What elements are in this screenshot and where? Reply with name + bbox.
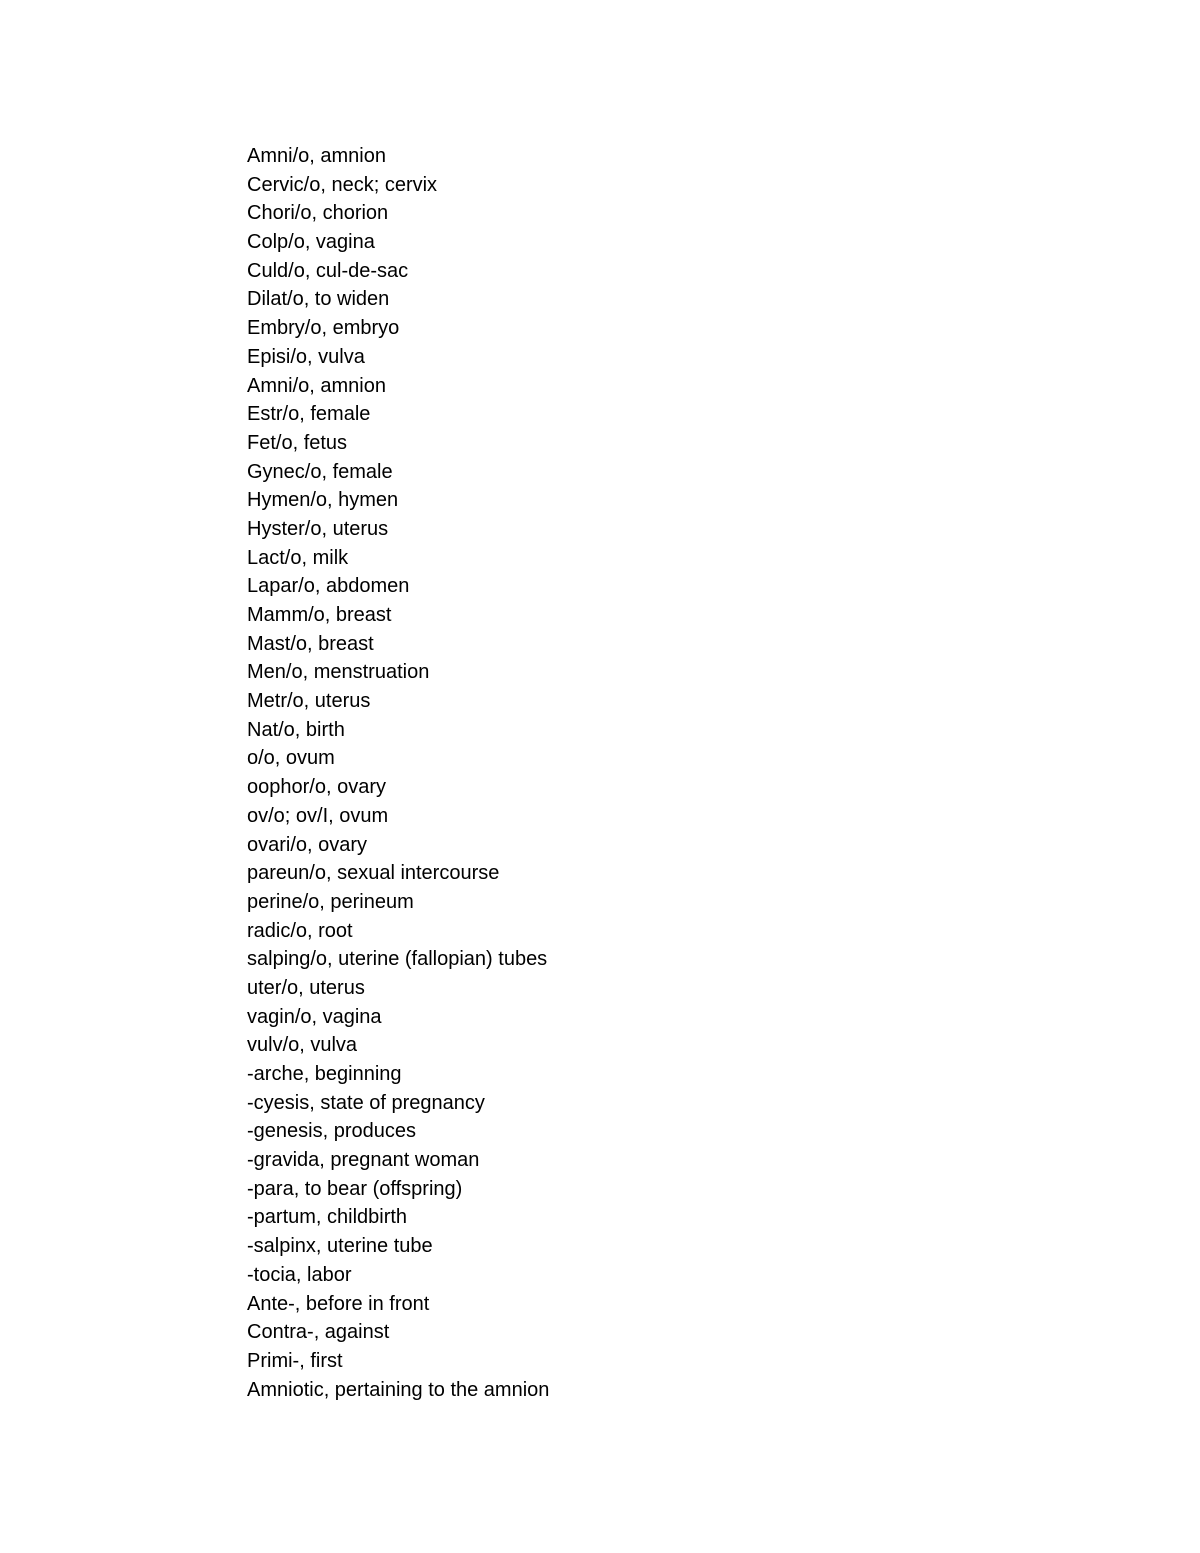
term-line: ovari/o, ovary (247, 833, 368, 856)
term-line: -salpinx, uterine tube (247, 1235, 433, 1258)
term-line: Lact/o, milk (247, 546, 349, 569)
term-line: vagin/o, vagina (247, 1005, 382, 1028)
term-line: Gynec/o, female (247, 460, 393, 483)
term-line: Metr/o, uterus (247, 690, 371, 713)
term-line: Culd/o, cul-de-sac (247, 259, 409, 282)
term-line: Men/o, menstruation (247, 661, 430, 684)
term-line: Nat/o, birth (247, 718, 345, 741)
term-line: Amni/o, amnion (247, 145, 386, 167)
term-line: -tocia, labor (247, 1263, 352, 1286)
term-line: Mamm/o, breast (247, 604, 392, 626)
term-line: -cyesis, state of pregnancy (247, 1091, 485, 1114)
term-line: Episi/o, vulva (247, 345, 365, 368)
term-line: Chori/o, chorion (247, 202, 389, 225)
term-line: o/o, ovum (247, 747, 335, 770)
term-line: -para, to bear (offspring) (247, 1177, 463, 1200)
term-line: Contra-, against (247, 1321, 390, 1344)
term-line: Ante-, before in front (247, 1292, 430, 1315)
term-line: salping/o, uterine (fallopian) tubes (247, 948, 548, 971)
term-line: Amniotic, pertaining to the amnion (247, 1378, 550, 1401)
term-line: vulv/o, vulva (247, 1034, 358, 1057)
term-line: Cervic/o, neck; cervix (247, 173, 438, 196)
term-line: Embry/o, embryo (247, 317, 400, 340)
term-line: Estr/o, female (247, 403, 371, 426)
term-line: -gravida, pregnant woman (247, 1149, 480, 1172)
term-line: Primi-, first (247, 1349, 343, 1372)
term-line: Hyster/o, uterus (247, 517, 389, 540)
term-list (247, 142, 549, 1404)
term-line: Lapar/o, abdomen (247, 575, 410, 598)
term-line: Fet/o, fetus (247, 431, 348, 454)
term-line: Mast/o, breast (247, 632, 374, 655)
term-line: uter/o, uterus (247, 976, 365, 999)
term-line: Hymen/o, hymen (247, 489, 399, 512)
term-line: ov/o; ov/I, ovum (247, 804, 389, 827)
term-line: Dilat/o, to widen (247, 288, 390, 311)
term-line: Amni/o, amnion (247, 374, 386, 397)
term-line: -arche, beginning (247, 1063, 402, 1085)
term-line: -genesis, produces (247, 1120, 416, 1143)
term-line: radic/o, root (247, 919, 353, 942)
term-line: perine/o, perineum (247, 890, 414, 913)
term-line: pareun/o, sexual intercourse (247, 862, 500, 885)
term-line: oophor/o, ovary (247, 776, 386, 799)
term-line: Colp/o, vagina (247, 231, 375, 254)
term-line: -partum, childbirth (247, 1206, 408, 1229)
